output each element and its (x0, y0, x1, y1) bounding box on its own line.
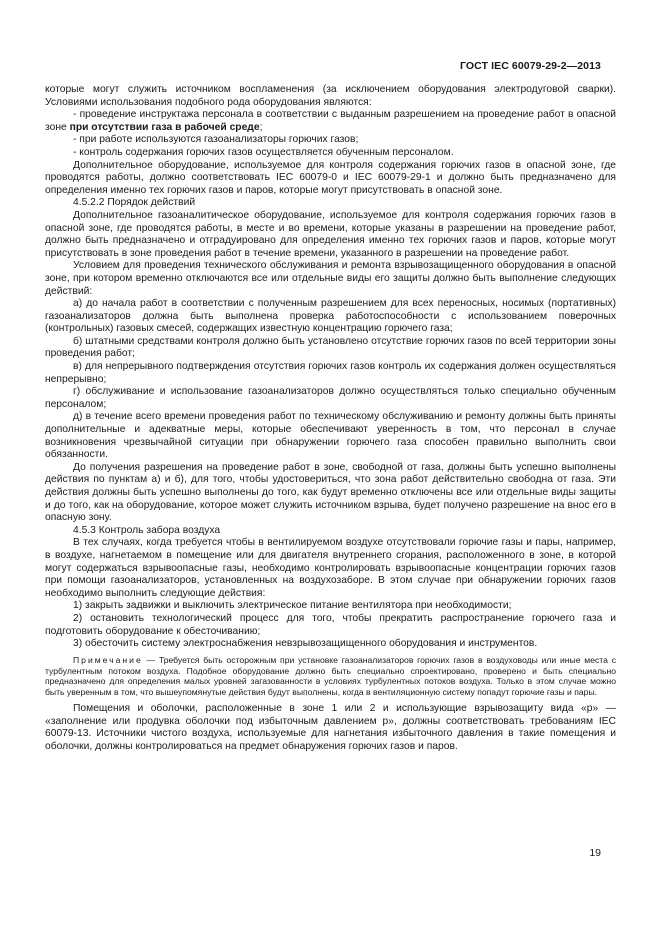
list-item: 3) обесточить систему электроснабжения невзрывозащищенного оборудования и инструментов. (73, 638, 538, 650)
list-item (45, 109, 616, 134)
paragraph-text: ; (259, 121, 263, 133)
list-item: г) обслуживание и использование газоанализаторов должно осуществляться только специально обученным персоналом; (45, 386, 616, 410)
document-header: ГОСТ IEC 60079-29-2—2013 (459, 60, 601, 72)
list-item: - контроль содержания горючих газов осуществляется обученным персоналом. (73, 146, 454, 158)
paragraph: Дополнительное газоаналитическое оборудование, используемое для контроля содержания горючих газов в опасной зоне, где проводятся работы, в месте и во времени, которые указаны в разрешении на проведение работ, должно быть предназначено и отградуировано для определения именно тех горючих газов и паров, которые могут присутствовать в зоне проведения работ в течение времени, указанного в разрешении на проведение работ. (45, 209, 616, 259)
note-label: Примечание (73, 654, 143, 665)
emphasis-text: при отсутствии газа в рабочей среде (69, 121, 260, 133)
paragraph: В тех случаях, когда требуется чтобы в вентилируемом воздухе отсутствовали горючие газы и пары, например, в воздухе, нагнетаемом в помещение или для двигателя внутреннего сгорания, расположенного в зоне, в которой могут содержаться взрывоопасные газы, необходимо контролировать взрывоопасные концентрации горючих газов при помощи газоанализаторов, установленных на воздухозаборе. В этом случае при обнаружении горючих газов необходимо выполнить следующие действия: (45, 537, 616, 599)
paragraph: Помещения и оболочки, расположенные в зоне 1 или 2 и использующие взрывозащиту вида «p» — «заполнение или продувка оболочки под избыточным давлением p», должны соответствовать требованиям IEC 60079-13. Источники чистого воздуха, используемые для нагнетания избыточного давления в такие помещения и оболочки, должны контролироваться на предмет обнаружения горючих газов и паров. (45, 702, 616, 752)
section-heading: 4.5.2.2 Порядок действий (73, 197, 196, 209)
paragraph: Дополнительное оборудование, используемое для контроля содержания горючих газов в опасной зоне, где проводятся работы, должно соответствовать IEC 60079-0 и IEC 60079-29-1 и должно быть предназначено для определения именно тех горючих газов и паров, которые могут присутствовать в опасной зоне. (45, 159, 616, 196)
list-item: б) штатными средствами контроля должно быть установлено отсутствие горючих газов по всей территории зоны проведения работ; (45, 335, 616, 360)
page-number: 19 (589, 847, 601, 859)
note (45, 655, 616, 698)
paragraph: Условием для проведения технического обслуживания и ремонта взрывозащищенного оборудования в опасной зоне, при котором временно отключаются все или отдельные виды его защиты должно быть выполнение следующих действий: (45, 260, 616, 297)
list-item: 2) остановить технологический процесс для того, чтобы прекратить распространение горючего газа и подготовить оборудование к обесточиванию; (45, 612, 616, 637)
paragraph: которые могут служить источником воспламенения (за исключением оборудования электродуговой сварки). Условиями использования подобного рода оборудования являются: (45, 84, 616, 108)
section-heading: 4.5.3 Контроль забора воздуха (73, 524, 221, 536)
list-item: 1) закрыть задвижки и выключить электрическое питание вентилятора при необходимости; (73, 600, 512, 612)
document-body (45, 84, 616, 753)
paragraph-text: - проведение инструктажа персонала в соответствии с выданным разрешением на проведение работ в опасной зоне (45, 109, 616, 133)
note-text: — Требуется быть осторожным при установке газоанализаторов горючих газов в воздуховоды или иные места с турбулентным потоком воздуха. Подобное оборудование должно быть специально спроектировано, проверено и быть специально предназначено для определения малых уровней загазованности в условиях турбулентных потоков воздуха. Только в этом случае можно быть уверенным в том, что вышеупомянутые действия будут выполнены, когда в вентиляционную систему попадут горючие газы и пары. (45, 654, 616, 698)
list-item: - при работе используются газоанализаторы горючих газов; (73, 134, 359, 146)
list-item: а) до начала работ в соответствии с полученным разрешением для всех переносных, носимых (портативных) газоанализаторов должна быть выполнена проверка работоспособности с использованием поверочных (контрольных) газовых смесей, содержащих известную концентрацию горючего газа; (45, 298, 616, 335)
list-item: в) для непрерывного подтверждения отсутствия горючих газов контроль их содержания должен осуществляться непрерывно; (45, 361, 616, 385)
list-item: д) в течение всего времени проведения работ по техническому обслуживанию и ремонту должны быть приняты дополнительные и адекватные меры, которые обеспечивают уверенность в том, что персонал в случае возникновения чрезвычайной ситуации при обнаружении горючего газа способен правильно выполнить свои обязанности. (45, 411, 616, 461)
paragraph: До получения разрешения на проведение работ в зоне, свободной от газа, должны быть успешно выполнены действия по пунктам а) и б), для того, чтобы удостовериться, что зона работ действительно свободна от газа. Эти действия должны быть успешно выполнены до того, как будут временно отключены все или отдельные виды защиты и до того, как на оборудование, которое может служить источником взрыва, будет получено разрешение на внос его в опасную зону. (45, 461, 616, 524)
